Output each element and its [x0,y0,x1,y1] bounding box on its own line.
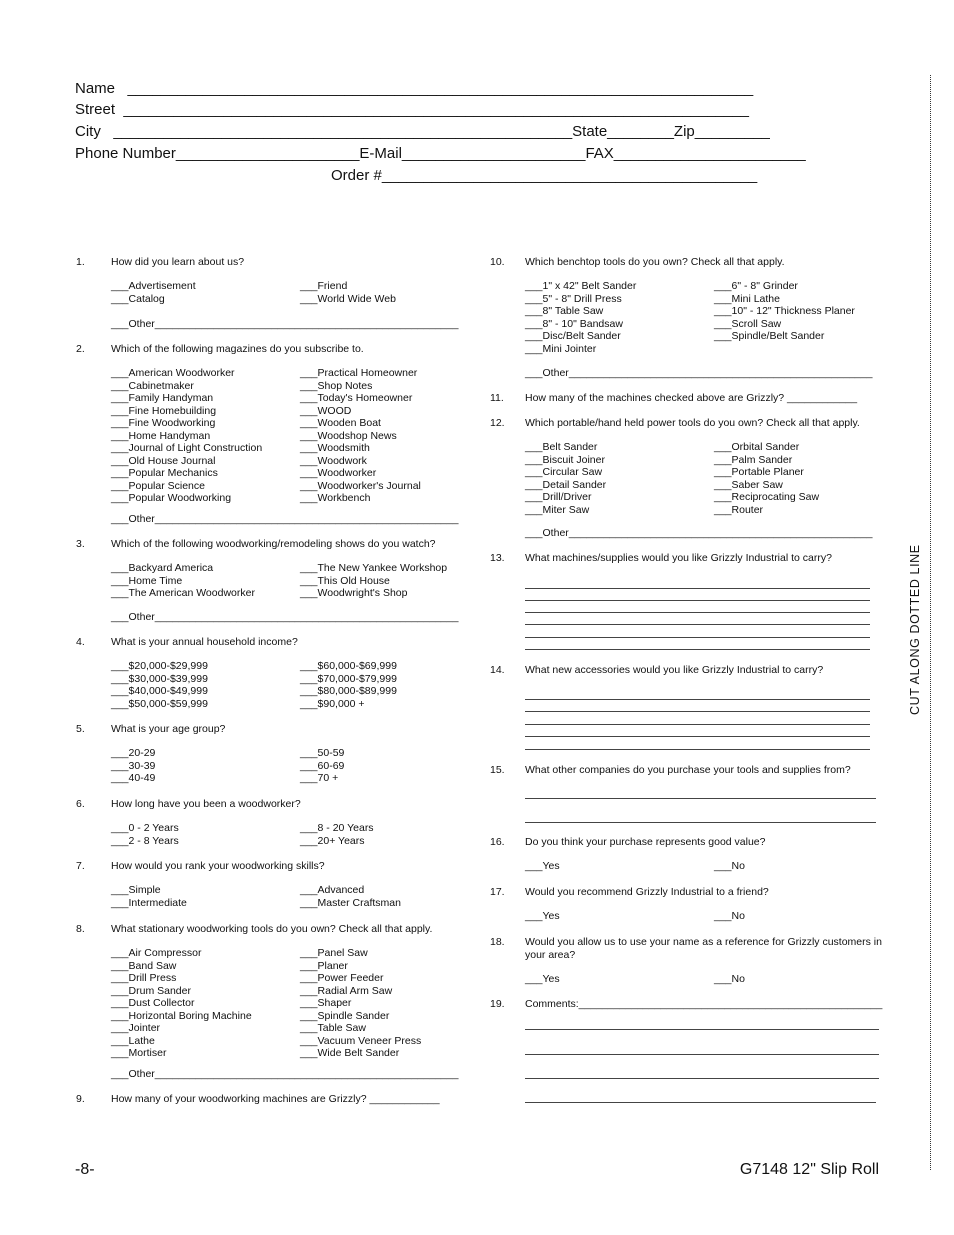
question-4-text: What is your annual household income? [111,636,298,648]
question-2-text: Which of the following magazines do you subscribe to. [111,343,364,355]
question-17-no[interactable]: ___No [714,910,745,922]
answer-line[interactable] [525,1102,876,1103]
question-5-number: 5. [76,723,85,735]
answer-line[interactable] [525,1078,879,1079]
name-field[interactable]: Name ___________________________________________________________________________ [75,80,754,97]
answer-line[interactable] [525,736,870,737]
question-1-text: How did you learn about us? [111,256,245,268]
question-3-options-b[interactable]: ___The New Yankee Workshop ___This Old House ___Woodwright's Shop [300,562,448,599]
question-15-text: What other companies do you purchase your tools and supplies from? [525,764,851,776]
answer-line[interactable] [525,699,870,700]
question-15-number: 15. [490,764,505,776]
question-8-options-b[interactable]: ___Panel Saw ___Planer ___Power Feeder ___Radial Arm Saw ___Shaper ___Spindle Sander ___Table Saw ___Vacuum Veneer Press ___Wide Belt Sander [300,947,422,1059]
question-2-number: 2. [76,343,85,355]
question-7-number: 7. [76,860,85,872]
question-16-text: Do you think your purchase represents good value? [525,836,766,848]
answer-line[interactable] [525,637,870,638]
question-17-number: 17. [490,886,505,898]
question-8-other[interactable]: ___Other____________________________________________________ [111,1068,459,1080]
answer-line[interactable] [525,724,870,725]
question-12-options-a[interactable]: ___Belt Sander ___Biscuit Joiner ___Circular Saw ___Detail Sander ___Drill/Driver ___Miter Saw [525,441,607,516]
question-18-yes[interactable]: ___Yes [525,973,560,985]
question-18-text: Would you allow us to use your name as a reference for Grizzly customers in your area? [525,936,882,961]
question-6-number: 6. [76,798,85,810]
question-3-text: Which of the following woodworking/remodeling shows do you watch? [111,538,436,550]
question-5-text: What is your age group? [111,723,226,735]
question-6-text: How long have you been a woodworker? [111,798,301,810]
question-10-other[interactable]: ___Other____________________________________________________ [525,367,873,379]
order-number-field[interactable]: Order #_____________________________________________ [331,167,758,184]
question-5-options-b[interactable]: ___50-59 ___60-69 ___70 + [300,747,345,784]
question-13-number: 13. [490,552,505,564]
question-1-number: 1. [76,256,85,268]
question-1-other[interactable]: ___Other____________________________________________________ [111,318,459,330]
question-11-text[interactable]: How many of the machines checked above are Grizzly? ____________ [525,392,858,404]
question-10-options-a[interactable]: ___1" x 42" Belt Sander ___5" - 8" Drill Press ___8" Table Saw ___8" - 10" Bandsaw ___Disc/Belt Sander ___Mini Jointer [525,280,637,355]
answer-line[interactable] [525,1029,879,1030]
question-6-options-b[interactable]: ___8 - 20 Years ___20+ Years [300,822,374,847]
phone-email-fax-field[interactable]: Phone Number______________________E-Mail______________________FAX_______________________ [75,145,806,162]
answer-line[interactable] [525,624,870,625]
question-8-options-a[interactable]: ___Air Compressor ___Band Saw ___Drill Press ___Drum Sander ___Dust Collector ___Horizontal Boring Machine ___Jointer ___Lathe ___Mortiser [111,947,252,1059]
question-1-options-a[interactable]: ___Advertisement ___Catalog [111,280,196,305]
question-16-yes[interactable]: ___Yes [525,860,560,872]
question-12-options-b[interactable]: ___Orbital Sander ___Palm Sander ___Portable Planer ___Saber Saw ___Reciprocating Saw ___Router [714,441,820,516]
question-2-options-b[interactable]: ___Practical Homeowner ___Shop Notes ___Today's Homeowner ___WOOD ___Wooden Boat ___Woodshop News ___Woodsmith ___Woodwork ___Woodworker ___Woodworker's Journal ___Workbench [300,367,421,504]
question-12-number: 12. [490,417,505,429]
question-19-text[interactable]: Comments:____________________________________________________ [525,998,883,1010]
question-11-number: 11. [490,392,504,404]
question-17-yes[interactable]: ___Yes [525,910,560,922]
question-4-options-b[interactable]: ___$60,000-$69,999 ___$70,000-$79,999 ___$80,000-$89,999 ___$90,000 + [300,660,397,710]
question-5-options-a[interactable]: ___20-29 ___30-39 ___40-49 [111,747,156,784]
page-number: -8- [75,1161,95,1178]
question-3-other[interactable]: ___Other____________________________________________________ [111,611,459,623]
question-4-options-a[interactable]: ___$20,000-$29,999 ___$30,000-$39,999 ___$40,000-$49,999 ___$50,000-$59,999 [111,660,208,710]
question-16-number: 16. [490,836,505,848]
question-2-other[interactable]: ___Other____________________________________________________ [111,513,459,525]
question-18-number: 18. [490,936,505,948]
question-17-text: Would you recommend Grizzly Industrial to a friend? [525,886,769,898]
question-10-text: Which benchtop tools do you own? Check all that apply. [525,256,785,268]
question-7-options-a[interactable]: ___Simple ___Intermediate [111,884,187,909]
question-3-number: 3. [76,538,85,550]
answer-line[interactable] [525,600,870,601]
question-7-text: How would you rank your woodworking skills? [111,860,325,872]
question-8-text: What stationary woodworking tools do you own? Check all that apply. [111,923,433,935]
city-state-zip-field[interactable]: City _______________________________________________________State________Zip_________ [75,123,770,140]
answer-line[interactable] [525,798,876,799]
question-10-options-b[interactable]: ___6" - 8" Grinder ___Mini Lathe ___10" - 12" Thickness Planer ___Scroll Saw ___Spindle/Belt Sander [714,280,855,342]
question-2-options-a[interactable]: ___American Woodworker ___Cabinetmaker ___Family Handyman ___Fine Homebuilding ___Fine Woodworking ___Home Handyman ___Journal of Light Construction ___Old House Journal ___Popular Mechanics ___Popular Science ___Popular Woodworking [111,367,263,504]
question-1-options-b[interactable]: ___Friend ___World Wide Web [300,280,396,305]
question-19-number: 19. [490,998,505,1010]
cut-along-dotted-line-label: CUT ALONG DOTTED LINE [908,544,922,715]
answer-line[interactable] [525,749,870,750]
answer-line[interactable] [525,612,870,613]
question-16-no[interactable]: ___No [714,860,745,872]
question-6-options-a[interactable]: ___0 - 2 Years ___2 - 8 Years [111,822,179,847]
question-12-text: Which portable/hand held power tools do you own? Check all that apply. [525,417,860,429]
question-7-options-b[interactable]: ___Advanced ___Master Craftsman [300,884,401,909]
answer-line[interactable] [525,822,876,823]
answer-line[interactable] [525,1054,879,1055]
answer-line[interactable] [525,649,870,650]
question-14-text: What new accessories would you like Grizzly Industrial to carry? [525,664,824,676]
question-9-text[interactable]: How many of your woodworking machines are Grizzly? ____________ [111,1093,440,1105]
question-13-text: What machines/supplies would you like Grizzly Industrial to carry? [525,552,832,564]
question-14-number: 14. [490,664,505,676]
model-title: G7148 12" Slip Roll [739,1161,879,1178]
question-10-number: 10. [490,256,505,268]
street-field[interactable]: Street ___________________________________________________________________________ [75,101,750,118]
answer-line[interactable] [525,711,870,712]
question-9-number: 9. [76,1093,85,1105]
question-12-other[interactable]: ___Other____________________________________________________ [525,527,873,539]
question-3-options-a[interactable]: ___Backyard America ___Home Time ___The American Woodworker [111,562,255,599]
dotted-cut-line [930,75,931,1170]
question-18-no[interactable]: ___No [714,973,745,985]
answer-line[interactable] [525,588,870,589]
question-4-number: 4. [76,636,85,648]
question-8-number: 8. [76,923,85,935]
